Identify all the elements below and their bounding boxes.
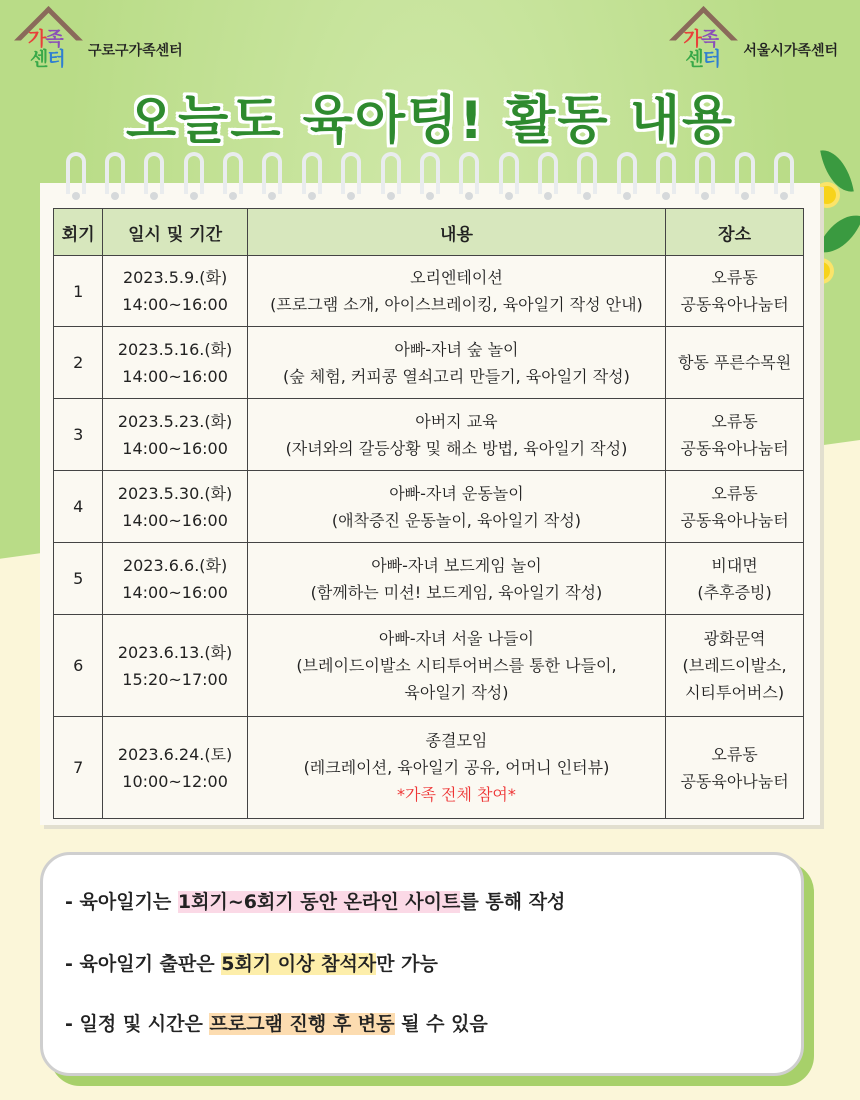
- content-title: 아빠-자녀 서울 나들이: [378, 629, 534, 648]
- session-number: 7: [54, 717, 103, 819]
- session-number: 2: [54, 327, 103, 399]
- note-text: - 육아일기는: [65, 891, 178, 913]
- note-diary-publishing: [65, 949, 438, 976]
- time: 14:00~16:00: [122, 438, 228, 458]
- place-cell: [666, 717, 804, 819]
- date: 2023.5.16.(화): [117, 339, 233, 359]
- content-detail: (애착증진 운동놀이, 육아일기 작성): [331, 510, 582, 530]
- note-highlight: 1회기~6회기 동안 온라인 사이트: [177, 891, 461, 913]
- place: 오류동: [711, 483, 758, 503]
- place-detail-2: 시티투어버스): [685, 683, 785, 702]
- time: 15:20~17:00: [122, 669, 228, 689]
- table-row: [54, 543, 804, 615]
- content-title: 종결모임: [425, 731, 488, 750]
- date: 2023.5.30.(화): [117, 483, 233, 503]
- table-row: [54, 471, 804, 543]
- content-cell: [247, 471, 665, 543]
- place: 오류동: [711, 744, 758, 764]
- table-header-row: [54, 209, 804, 256]
- date: 2023.5.23.(화): [117, 411, 233, 431]
- time: 14:00~16:00: [122, 510, 228, 530]
- place-cell: [666, 615, 804, 717]
- page-title: 오늘도 육아팅! 활동 내용: [125, 91, 735, 151]
- table-row: [54, 399, 804, 471]
- place-detail: (브레드이발소,: [682, 656, 787, 675]
- place: 오류동: [711, 411, 758, 431]
- note-text: 될 수 있음: [394, 1013, 488, 1035]
- note-highlight: 프로그램 진행 후 변동: [209, 1013, 395, 1035]
- date-cell: [103, 399, 247, 471]
- table-row: [54, 615, 804, 717]
- place: 광화문역: [703, 629, 766, 648]
- note-schedule-change: [65, 1009, 488, 1036]
- content-detail: (자녀와의 갈등상황 및 해소 방법, 육아일기 작성): [285, 438, 628, 458]
- content-cell: [247, 327, 665, 399]
- header-session: 회기: [54, 209, 103, 256]
- date: 2023.5.9.(화): [122, 268, 228, 287]
- time: 14:00~16:00: [122, 582, 228, 602]
- table-row: [54, 717, 804, 819]
- session-number: 3: [54, 399, 103, 471]
- date: 2023.6.24.(토): [117, 744, 233, 764]
- logo-seoul-family-center: [673, 12, 838, 70]
- content-title: 아빠-자녀 보드게임 놀이: [371, 555, 542, 575]
- content-detail-2: 육아일기 작성): [404, 683, 509, 702]
- note-text: 만 가능: [376, 953, 438, 975]
- date-cell: [103, 256, 247, 327]
- session-number: 1: [54, 256, 103, 327]
- content-cell: [247, 543, 665, 615]
- note-diary-writing: [65, 887, 565, 914]
- logo-text: 서울시가족센터: [743, 43, 838, 59]
- place-detail: (추후증빙): [697, 582, 772, 602]
- session-number: 4: [54, 471, 103, 543]
- place: 오류동: [711, 268, 758, 287]
- place-detail: 공동육아나눔터: [680, 771, 789, 791]
- house-logo-icon: 가족 센터: [673, 12, 737, 70]
- place-cell: [666, 256, 804, 327]
- place: 비대면: [711, 555, 758, 575]
- content-title: 아버지 교육: [415, 411, 498, 431]
- house-logo-icon: 가족 센터: [18, 12, 82, 70]
- notes-box: [40, 852, 804, 1076]
- content-cell: [247, 615, 665, 717]
- date-cell: [103, 327, 247, 399]
- flower-icon: [818, 186, 836, 204]
- content-title: 아빠-자녀 숲 놀이: [394, 339, 519, 359]
- place-cell: [666, 471, 804, 543]
- session-number: 5: [54, 543, 103, 615]
- schedule-table: [53, 208, 804, 819]
- content-cell: [247, 256, 665, 327]
- session-number: 6: [54, 615, 103, 717]
- content-cell: [247, 399, 665, 471]
- logo-text: 구로구가족센터: [88, 43, 183, 59]
- date: 2023.6.13.(화): [117, 642, 233, 662]
- date-cell: [103, 543, 247, 615]
- content-detail: (레크레이션, 육아일기 공유, 어머니 인터뷰): [303, 758, 610, 777]
- header-content: 내용: [247, 209, 665, 256]
- note-text: - 일정 및 시간은: [65, 1013, 210, 1035]
- place-detail: 공동육아나눔터: [680, 438, 789, 458]
- place-cell: [666, 543, 804, 615]
- place-cell: [666, 327, 804, 399]
- family-participation-note: *가족 전체 참여*: [396, 785, 516, 804]
- content-detail: (함께하는 미션! 보드게임, 육아일기 작성): [310, 582, 603, 602]
- note-text: 를 통해 작성: [460, 891, 566, 913]
- date-cell: [103, 717, 247, 819]
- note-highlight: 5회기 이상 참석자: [221, 953, 377, 975]
- date-cell: [103, 471, 247, 543]
- logo-guro-family-center: [18, 12, 183, 70]
- table-row: [54, 256, 804, 327]
- place-detail: 공동육아나눔터: [680, 510, 789, 530]
- time: 10:00~12:00: [122, 771, 228, 791]
- date: 2023.6.6.(화): [122, 555, 228, 575]
- time: 14:00~16:00: [122, 366, 228, 386]
- content-detail: (숲 체험, 커피콩 열쇠고리 만들기, 육아일기 작성): [283, 366, 630, 386]
- place-cell: [666, 399, 804, 471]
- date-cell: [103, 615, 247, 717]
- spiral-binding: [40, 152, 820, 202]
- content-detail: (프로그램 소개, 아이스브레이킹, 육아일기 작성 안내): [270, 295, 643, 314]
- place: 항동 푸른수목원: [677, 353, 792, 372]
- header-place: 장소: [666, 209, 804, 256]
- header-date: 일시 및 기간: [103, 209, 247, 256]
- content-detail: (브레이드이발소 시티투어버스를 통한 나들이,: [296, 656, 617, 675]
- content-title: 오리엔테이션: [410, 268, 503, 287]
- content-title: 아빠-자녀 운동놀이: [389, 483, 524, 503]
- content-cell: [247, 717, 665, 819]
- time: 14:00~16:00: [122, 295, 228, 314]
- table-row: [54, 327, 804, 399]
- place-detail: 공동육아나눔터: [680, 295, 789, 314]
- note-text: - 육아일기 출판은: [65, 953, 222, 975]
